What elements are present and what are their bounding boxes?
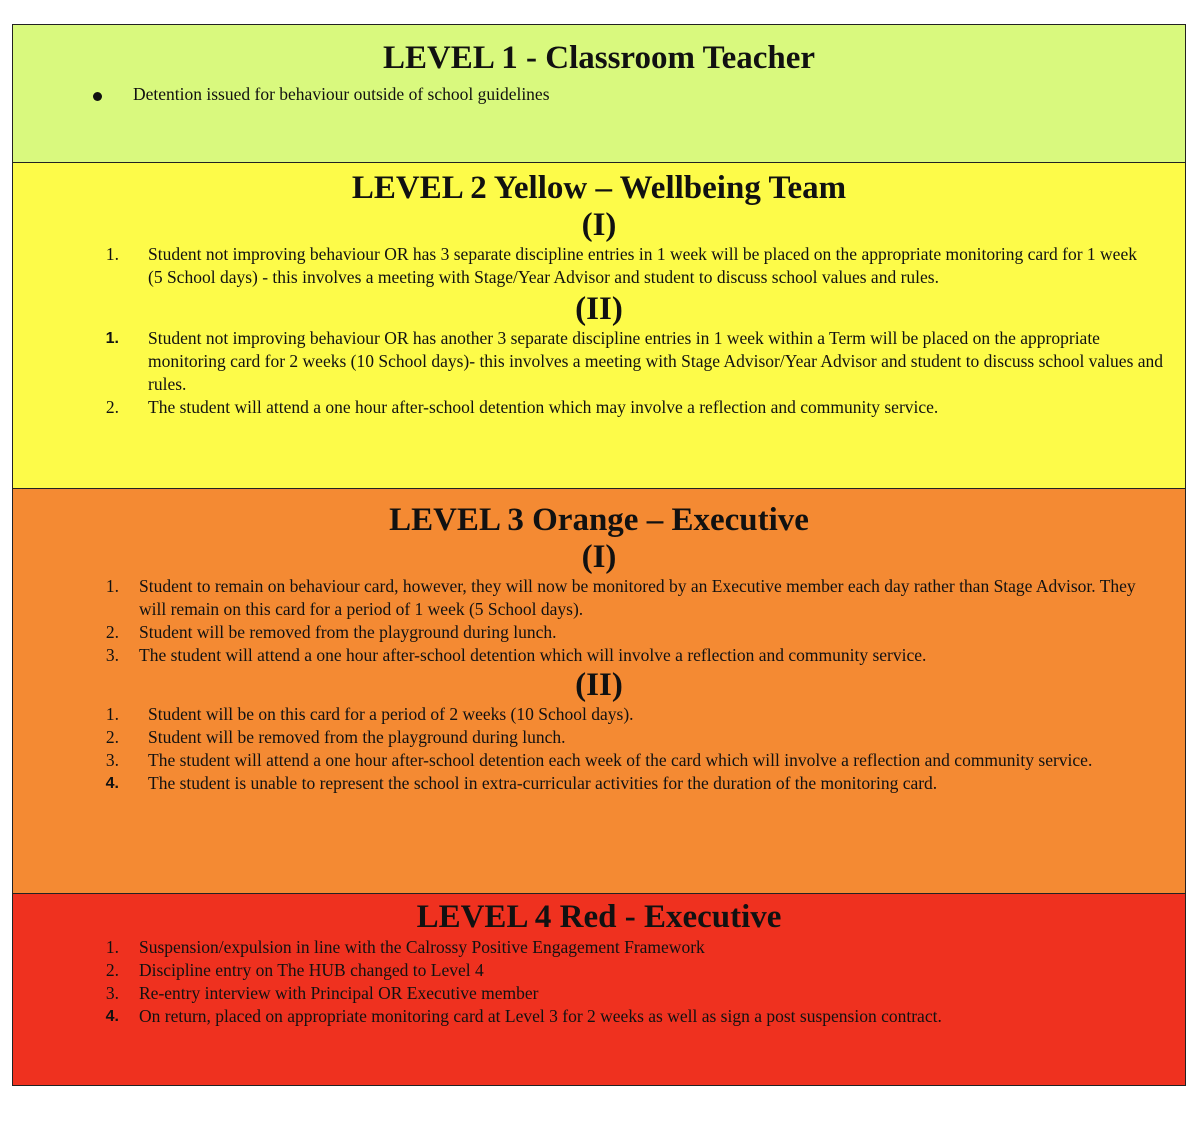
item-text: Detention issued for behaviour outside of school guidelines [133,84,550,104]
item-text: The student will attend a one hour after-school detention which will involve a reflection and community service. [139,645,927,665]
item-text: The student is unable to represent the school in extra-curricular activities for the duration of the monitoring card. [148,773,938,793]
list-item [13,243,1145,289]
item-number: 3. [105,645,119,665]
list-item [13,936,1155,959]
item-text: Discipline entry on The HUB changed to Level 4 [139,960,484,980]
list-item [13,703,1145,726]
item-number: 2. [105,727,119,747]
list-item [13,1005,1155,1028]
item-text: Student to remain on behaviour card, however, they will now be monitored by an Executive member each day rather than Stage Advisor. They will remain on this card for a period of 1 week (5 School days). [139,576,1136,619]
level-2-panel [13,163,1185,489]
list-item [13,772,1145,795]
item-number: 2. [105,960,119,980]
level-1-title: LEVEL 1 - Classroom Teacher [382,40,816,76]
behaviour-levels-table [12,24,1186,1086]
item-number: 1. [105,576,119,596]
level-2-section-2-heading: (II) [575,291,623,327]
list-item [13,959,1155,982]
item-text: Student will be removed from the playground during lunch. [139,622,557,642]
list-item [13,575,1167,621]
item-text: On return, placed on appropriate monitoring card at Level 3 for 2 weeks as well as sign a post suspension contract. [139,1006,942,1026]
list-item [13,396,1167,419]
list-item [13,83,1185,106]
list-item [13,327,1167,396]
list-item [13,726,1145,749]
item-number: 2. [105,397,119,417]
level-3-title: LEVEL 3 Orange – Executive [389,502,809,538]
item-number: 1. [105,330,119,347]
item-text: Suspension/expulsion in line with the Calrossy Positive Engagement Framework [139,937,705,957]
item-number: 2. [105,622,119,642]
level-4-panel [13,894,1185,1085]
list-item [13,982,1155,1005]
item-text: Student not improving behaviour OR has another 3 separate discipline entries in 1 week within a Term will be placed on the appropriate monitoring card for 2 weeks (10 School days)- this involves a meeting with Stage Advisor/Year Advisor and student to discuss school values and rules. [148,328,1164,394]
item-text: Student not improving behaviour OR has 3 separate discipline entries in 1 week will be placed on the appropriate monitoring card for 1 week (5 School days) - this involves a meeting with Stage/Year Advisor and student to discuss school values and rules. [148,244,1137,287]
bullet-icon [93,92,102,101]
item-text: The student will attend a one hour after-school detention which may involve a reflection and community service. [148,397,939,417]
item-number: 1. [105,937,119,957]
item-number: 3. [105,750,119,770]
level-1-panel [13,25,1185,163]
level-2-section-1-heading: (I) [581,207,617,243]
level-4-title: LEVEL 4 Red - Executive [416,899,782,935]
item-text: Student will be removed from the playground during lunch. [148,727,566,747]
item-number: 4. [105,1008,119,1025]
item-number: 1. [105,244,119,264]
level-3-section-1-heading: (I) [581,539,617,575]
list-item [13,644,1167,667]
list-item [13,621,1167,644]
item-number: 4. [105,775,119,792]
level-2-title: LEVEL 2 Yellow – Wellbeing Team [351,170,847,206]
item-number: 3. [105,983,119,1003]
list-item [13,749,1145,772]
level-3-panel [13,489,1185,894]
level-3-section-2-heading: (II) [575,667,623,703]
item-number: 1. [105,704,119,724]
item-text: The student will attend a one hour after-school detention each week of the card which will involve a reflection and community service. [148,750,1093,770]
item-text: Student will be on this card for a period of 2 weeks (10 School days). [148,704,634,724]
item-text: Re-entry interview with Principal OR Executive member [139,983,539,1003]
